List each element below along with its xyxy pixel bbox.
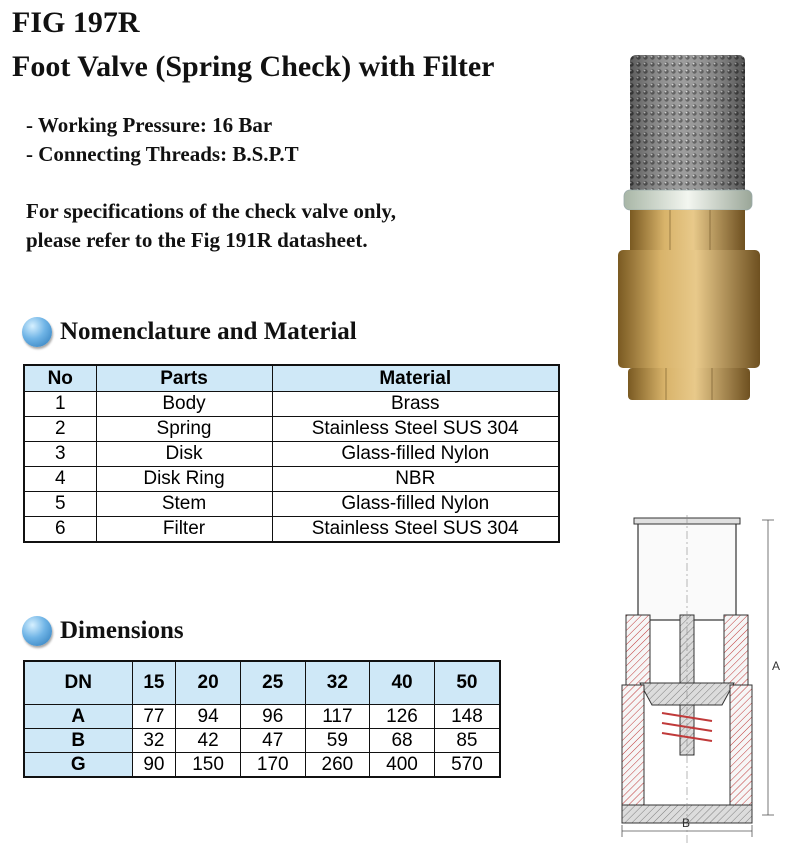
cell-value: 170 (240, 753, 305, 778)
cell-no: 5 (24, 492, 96, 517)
spec-working-pressure: - Working Pressure: 16 Bar (26, 113, 273, 137)
nomenclature-heading (22, 315, 357, 349)
col-header-size: 25 (240, 661, 305, 705)
cell-value: 570 (434, 753, 500, 778)
cell-value: 400 (370, 753, 435, 778)
cell-no: 3 (24, 442, 96, 467)
cell-no: 2 (24, 417, 96, 442)
cell-value: 150 (176, 753, 241, 778)
cell-value: 32 (132, 729, 176, 753)
fig-label: FIG 197R (12, 6, 140, 39)
table-row (24, 417, 559, 442)
bullet-icon (22, 616, 52, 646)
cell-value: 85 (434, 729, 500, 753)
col-header-parts: Parts (96, 365, 272, 392)
nomenclature-title: Nomenclature and Material (60, 318, 357, 345)
cell-value: 47 (240, 729, 305, 753)
cell-value: 96 (240, 705, 305, 729)
table-row (24, 705, 500, 729)
cell-material: Glass-filled Nylon (272, 442, 559, 467)
cell-no: 6 (24, 517, 96, 543)
table-header-row (24, 661, 500, 705)
col-header-dn: DN (24, 661, 132, 705)
col-header-material: Material (272, 365, 559, 392)
table-header-row (24, 365, 559, 392)
cell-part: Spring (96, 417, 272, 442)
cell-no: 4 (24, 467, 96, 492)
row-label: G (24, 753, 132, 778)
cell-value: 126 (370, 705, 435, 729)
cell-material: Glass-filled Nylon (272, 492, 559, 517)
cell-value: 42 (176, 729, 241, 753)
cross-section-drawing (600, 515, 790, 850)
table-row (24, 753, 500, 778)
product-title: Foot Valve (Spring Check) with Filter (12, 50, 495, 83)
cell-material: NBR (272, 467, 559, 492)
col-header-size: 20 (176, 661, 241, 705)
cell-material: Stainless Steel SUS 304 (272, 517, 559, 543)
cell-value: 260 (305, 753, 370, 778)
dimensions-title: Dimensions (60, 617, 184, 644)
table-row (24, 442, 559, 467)
cell-part: Stem (96, 492, 272, 517)
cell-part: Disk (96, 442, 272, 467)
table-row (24, 467, 559, 492)
table-row (24, 392, 559, 417)
note-line-2: please refer to the Fig 191R datasheet. (26, 228, 368, 252)
col-header-size: 32 (305, 661, 370, 705)
cell-part: Body (96, 392, 272, 417)
row-label: B (24, 729, 132, 753)
cell-value: 94 (176, 705, 241, 729)
cell-part: Filter (96, 517, 272, 543)
cell-value: 117 (305, 705, 370, 729)
cell-material: Stainless Steel SUS 304 (272, 417, 559, 442)
nomenclature-table (23, 364, 560, 543)
dimension-label-b: B (682, 816, 691, 830)
dimension-label-a: A (772, 659, 781, 673)
dimensions-heading (22, 614, 184, 648)
cell-value: 68 (370, 729, 435, 753)
col-header-no: No (24, 365, 96, 392)
dimensions-table (23, 660, 501, 778)
table-row (24, 517, 559, 543)
cell-value: 90 (132, 753, 176, 778)
table-row (24, 492, 559, 517)
table-row (24, 729, 500, 753)
note-line-1: For specifications of the check valve only, (26, 199, 396, 223)
bullet-icon (22, 317, 52, 347)
col-header-size: 50 (434, 661, 500, 705)
spec-connecting-threads: - Connecting Threads: B.S.P.T (26, 142, 299, 166)
cell-no: 1 (24, 392, 96, 417)
cell-value: 59 (305, 729, 370, 753)
row-label: A (24, 705, 132, 729)
cell-material: Brass (272, 392, 559, 417)
cell-part: Disk Ring (96, 467, 272, 492)
cell-value: 77 (132, 705, 176, 729)
cell-value: 148 (434, 705, 500, 729)
foot-valve-photo (600, 40, 780, 410)
col-header-size: 15 (132, 661, 176, 705)
col-header-size: 40 (370, 661, 435, 705)
